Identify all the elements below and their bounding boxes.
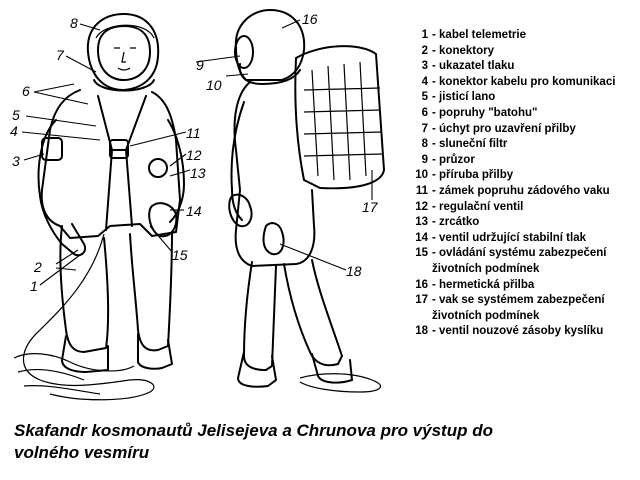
front-face	[114, 48, 136, 70]
callout-12: 12	[186, 147, 202, 163]
front-harness	[98, 96, 146, 230]
callout-10: 10	[206, 77, 222, 93]
rear-right-leg	[284, 260, 342, 365]
legend-item-12: 12 - regulační ventil	[415, 200, 524, 213]
legend-item-10: 10 - příruba přilby	[415, 169, 514, 182]
legend-item-4: 4 - konektor kabelu pro komunikaci	[421, 75, 616, 88]
rear-backpack	[295, 46, 384, 188]
callout-7: 7	[56, 47, 64, 63]
callout-15: 15	[172, 247, 188, 263]
leader-5	[26, 116, 96, 126]
legend-item-18: 18 - ventil nouzové zásoby kyslíku	[415, 325, 604, 338]
legend-item-8: 8 - sluneční filtr	[421, 138, 508, 151]
leader-7	[66, 56, 96, 72]
front-pressure-gauge	[42, 138, 62, 160]
callout-5: 5	[12, 107, 20, 123]
leader-2b	[56, 268, 76, 270]
rear-left-leg	[244, 262, 276, 370]
callout-8: 8	[70, 15, 78, 31]
leader-2a	[56, 250, 78, 264]
callout-16: 16	[302, 11, 318, 27]
legend-item-15: 15 - ovládání systému zabezpečení životních podmínek	[398, 246, 638, 277]
rear-right-boot	[312, 354, 352, 383]
legend-item-7: 7 - úchyt pro uzavření přilby	[421, 122, 576, 135]
leader-15	[150, 226, 172, 252]
callout-3: 3	[12, 153, 20, 169]
front-view-figure	[14, 14, 184, 400]
callout-13: 13	[190, 165, 206, 181]
legend-item-6: 6 - popruhy "batohu"	[421, 106, 538, 119]
rear-visor-edge	[235, 36, 253, 68]
front-cable-coil	[14, 354, 134, 394]
front-telemetry-cable	[23, 234, 153, 400]
legend-item-1: 1 - kabel telemetrie	[421, 29, 526, 41]
leader-13	[170, 170, 190, 176]
callout-numbers	[10, 11, 379, 294]
callout-1: 1	[30, 278, 38, 294]
rear-backpack-quilting	[304, 62, 382, 180]
front-mirror	[149, 159, 167, 177]
legend-item-17-continuation: životních podmínek	[432, 309, 540, 322]
legend-item-11: 11 - zámek popruhu zádového vaku	[415, 184, 610, 197]
legend-item-16: 16 - hermetická přilba	[415, 278, 535, 291]
parts-legend	[398, 28, 638, 340]
rear-oxygen-hose	[264, 223, 284, 254]
legend-item-14: 14 - ventil udržující stabilní tlak	[415, 231, 586, 244]
callout-6: 6	[22, 83, 30, 99]
leader-6	[34, 84, 88, 104]
callout-9: 9	[196, 57, 204, 73]
callout-18: 18	[346, 263, 362, 279]
legend-item-5: 5 - jisticí lano	[421, 91, 496, 104]
callout-11: 11	[186, 125, 201, 141]
callout-17: 17	[362, 199, 378, 215]
legend-item-2: 2 - konektory	[421, 44, 494, 57]
rear-helmet	[236, 10, 304, 80]
rear-view-figure	[229, 10, 384, 392]
callout-4: 4	[10, 123, 18, 139]
legend-item-3: 3 - ukazatel tlaku	[421, 60, 515, 73]
caption-line-2: volného vesmíru	[14, 443, 150, 462]
legend-item-13: 13 - zrcátko	[415, 216, 480, 229]
leader-10	[226, 74, 248, 76]
legend-item-17: 17 - vak se systémem zabezpečení životních podmínek	[398, 293, 638, 324]
callout-14: 14	[186, 203, 202, 219]
caption-line-1: Skafandr kosmonautů Jelisejeva a Chrunova pro výstup do	[14, 421, 493, 440]
front-right-boot	[138, 334, 172, 369]
legend-item-15-continuation: životních podmínek	[432, 262, 540, 275]
front-right-leg	[130, 232, 172, 350]
figure-caption	[14, 420, 634, 464]
legend-item-9: 9 - průzor	[421, 153, 475, 166]
callout-2: 2	[34, 259, 42, 275]
